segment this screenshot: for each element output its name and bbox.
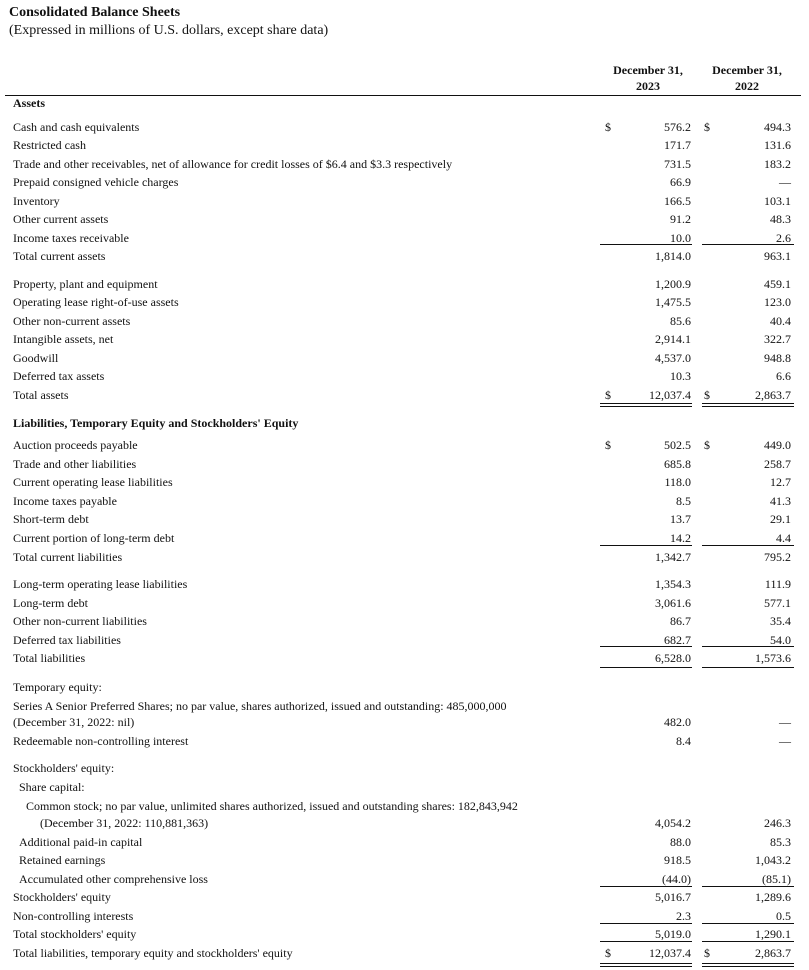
row-label: Deferred tax assets [13, 369, 105, 383]
table-row [0, 455, 809, 473]
value-2023: 171.7 [664, 138, 691, 152]
row-label: Current portion of long-term debt [13, 531, 175, 545]
statement-subtitle: (Expressed in millions of U.S. dollars, except share data) [9, 23, 329, 38]
value-2023: 682.7 [664, 633, 691, 647]
table-row [0, 192, 809, 210]
table-row [0, 94, 809, 112]
column-header-2023-line2: 2023 [636, 79, 660, 93]
value-2022: 29.1 [770, 512, 791, 526]
value-2023: 1,342.7 [655, 550, 691, 564]
column-header-2022-line1: December 31, [712, 63, 782, 77]
table-row [0, 349, 809, 367]
table-row [0, 759, 809, 777]
dollar-sign-2022: $ [704, 120, 710, 134]
total-rule [600, 403, 692, 404]
value-2022: 795.2 [764, 550, 791, 564]
value-2022: — [779, 734, 791, 748]
value-2023: 14.2 [670, 531, 691, 545]
table-row [0, 386, 809, 404]
row-label: (December 31, 2022: 110,881,363) [40, 816, 209, 830]
row-label: Liabilities, Temporary Equity and Stockholders' Equity [13, 416, 299, 430]
total-rule [600, 406, 692, 407]
value-2023: 166.5 [664, 194, 691, 208]
value-2023: 5,019.0 [655, 927, 691, 941]
row-label: Additional paid-in capital [19, 835, 143, 849]
row-label: Trade and other liabilities [13, 457, 137, 471]
value-2022: 103.1 [764, 194, 791, 208]
row-label: Temporary equity: [13, 680, 102, 694]
table-row [0, 293, 809, 311]
value-2022: 1,573.6 [755, 651, 791, 665]
table-row [0, 797, 809, 815]
row-label: Prepaid consigned vehicle charges [13, 175, 179, 189]
value-2023: 13.7 [670, 512, 691, 526]
total-rule [600, 963, 692, 964]
row-label: Total liabilities [13, 651, 86, 665]
total-rule [702, 406, 794, 407]
value-2022: 258.7 [764, 457, 791, 471]
value-2022: 40.4 [770, 314, 791, 328]
row-label: Total assets [13, 388, 69, 402]
value-2023: 10.3 [670, 369, 691, 383]
value-2023: 12,037.4 [649, 388, 691, 402]
row-label: Short-term debt [13, 512, 89, 526]
value-2022: 123.0 [764, 295, 791, 309]
value-2023: 10.0 [670, 231, 691, 245]
row-label: Other current assets [13, 212, 109, 226]
dollar-sign-2023: $ [605, 438, 611, 452]
table-row [0, 732, 809, 750]
value-2023: 8.5 [676, 494, 691, 508]
row-label: Intangible assets, net [13, 332, 114, 346]
row-label: Current operating lease liabilities [13, 475, 173, 489]
table-row [0, 548, 809, 566]
total-rule [600, 244, 692, 245]
value-2022: 1,289.6 [755, 890, 791, 904]
value-2023: 502.5 [664, 438, 691, 452]
table-row [0, 678, 809, 696]
total-rule [600, 941, 692, 942]
table-row [0, 210, 809, 228]
value-2022: 494.3 [764, 120, 791, 134]
value-2023: 8.4 [676, 734, 691, 748]
value-2022: 246.3 [764, 816, 791, 830]
value-2023: (44.0) [662, 872, 691, 886]
table-row [0, 833, 809, 851]
value-2023: 66.9 [670, 175, 691, 189]
value-2023: 91.2 [670, 212, 691, 226]
value-2023: 918.5 [664, 853, 691, 867]
value-2023: 1,475.5 [655, 295, 691, 309]
value-2023: 2,914.1 [655, 332, 691, 346]
column-header-2023 [600, 62, 696, 94]
dollar-sign-2022: $ [704, 946, 710, 960]
row-label: Series A Senior Preferred Shares; no par value, shares authorized, issued and outstanding: 485,000,000 [13, 699, 507, 713]
row-label: Total liabilities, temporary equity and stockholders' equity [13, 946, 293, 960]
table-row [0, 888, 809, 906]
total-rule [702, 963, 794, 964]
row-label: Stockholders' equity: [13, 761, 115, 775]
value-2022: 963.1 [764, 249, 791, 263]
value-2022: 459.1 [764, 277, 791, 291]
total-rule [600, 667, 692, 668]
value-2023: 86.7 [670, 614, 691, 628]
table-row [0, 492, 809, 510]
row-label: Stockholders' equity [13, 890, 111, 904]
row-label: (December 31, 2022: nil) [13, 715, 135, 729]
row-label: Accumulated other comprehensive loss [19, 872, 208, 886]
row-label: Inventory [13, 194, 60, 208]
value-2023: 5,016.7 [655, 890, 691, 904]
value-2022: (85.1) [762, 872, 791, 886]
total-rule [600, 886, 692, 887]
value-2023: 1,814.0 [655, 249, 691, 263]
column-header-2022 [699, 62, 795, 94]
row-label: Redeemable non-controlling interest [13, 734, 189, 748]
table-row [0, 247, 809, 265]
value-2023: 3,061.6 [655, 596, 691, 610]
row-label: Total current assets [13, 249, 106, 263]
row-label: Income taxes receivable [13, 231, 129, 245]
value-2022: 6.6 [776, 369, 791, 383]
dollar-sign-2023: $ [605, 388, 611, 402]
total-rule [702, 923, 794, 924]
value-2022: 948.8 [764, 351, 791, 365]
value-2023: 685.8 [664, 457, 691, 471]
row-label: Non-controlling interests [13, 909, 134, 923]
column-header-2022-line2: 2022 [735, 79, 759, 93]
value-2022: 577.1 [764, 596, 791, 610]
value-2022: 0.5 [776, 909, 791, 923]
row-label: Cash and cash equivalents [13, 120, 140, 134]
row-label: Deferred tax liabilities [13, 633, 121, 647]
total-rule [600, 646, 692, 647]
row-label: Total current liabilities [13, 550, 123, 564]
table-row [0, 330, 809, 348]
table-row [0, 367, 809, 385]
total-rule [702, 941, 794, 942]
value-2022: 183.2 [764, 157, 791, 171]
value-2023: 731.5 [664, 157, 691, 171]
table-row [0, 155, 809, 173]
table-row [0, 473, 809, 491]
value-2022: 54.0 [770, 633, 791, 647]
table-row [0, 778, 809, 796]
value-2022: — [779, 175, 791, 189]
row-label: Total stockholders' equity [13, 927, 137, 941]
row-label: Auction proceeds payable [13, 438, 138, 452]
value-2023: 482.0 [664, 715, 691, 729]
table-row [0, 118, 809, 136]
row-label: Retained earnings [19, 853, 106, 867]
dollar-sign-2022: $ [704, 388, 710, 402]
total-rule [600, 923, 692, 924]
table-row [0, 436, 809, 454]
value-2023: 88.0 [670, 835, 691, 849]
row-label: Trade and other receivables, net of allowance for credit losses of $6.4 and $3.3 respectively [13, 157, 453, 171]
value-2023: 2.3 [676, 909, 691, 923]
total-rule [702, 667, 794, 668]
value-2023: 118.0 [664, 475, 691, 489]
table-row [0, 275, 809, 293]
column-header-2023-line1: December 31, [613, 63, 683, 77]
table-row [0, 649, 809, 667]
row-label: Long-term operating lease liabilities [13, 577, 188, 591]
value-2022: 131.6 [764, 138, 791, 152]
total-rule [702, 886, 794, 887]
dollar-sign-2023: $ [605, 120, 611, 134]
table-row [0, 510, 809, 528]
row-label: Long-term debt [13, 596, 88, 610]
value-2023: 12,037.4 [649, 946, 691, 960]
value-2022: 1,290.1 [755, 927, 791, 941]
value-2023: 4,054.2 [655, 816, 691, 830]
value-2022: 41.3 [770, 494, 791, 508]
table-row [0, 594, 809, 612]
row-label: Restricted cash [13, 138, 86, 152]
table-row [0, 944, 809, 962]
total-rule [702, 545, 794, 546]
row-label: Other non-current assets [13, 314, 131, 328]
table-row [0, 851, 809, 869]
value-2022: 12.7 [770, 475, 791, 489]
value-2022: 2.6 [776, 231, 791, 245]
value-2023: 1,354.3 [655, 577, 691, 591]
value-2022: 4.4 [776, 531, 791, 545]
statement-title: Consolidated Balance Sheets [9, 5, 181, 20]
row-label: Property, plant and equipment [13, 277, 158, 291]
row-label: Share capital: [19, 780, 85, 794]
total-rule [702, 244, 794, 245]
table-row [0, 612, 809, 630]
value-2023: 85.6 [670, 314, 691, 328]
value-2022: 111.9 [764, 577, 791, 591]
value-2022: 1,043.2 [755, 853, 791, 867]
value-2022: 48.3 [770, 212, 791, 226]
row-label: Assets [13, 96, 45, 110]
row-label: Income taxes payable [13, 494, 117, 508]
total-rule [600, 966, 692, 967]
table-row [0, 414, 809, 432]
value-2022: 322.7 [764, 332, 791, 346]
table-row [0, 575, 809, 593]
table-row [0, 713, 809, 731]
dollar-sign-2023: $ [605, 946, 611, 960]
total-rule [702, 966, 794, 967]
table-row [0, 173, 809, 191]
value-2023: 1,200.9 [655, 277, 691, 291]
value-2023: 576.2 [664, 120, 691, 134]
value-2022: 2,863.7 [755, 388, 791, 402]
row-label: Other non-current liabilities [13, 614, 147, 628]
value-2022: 2,863.7 [755, 946, 791, 960]
value-2022: — [779, 715, 791, 729]
value-2023: 4,537.0 [655, 351, 691, 365]
table-row [0, 814, 809, 832]
table-row [0, 136, 809, 154]
table-row [0, 312, 809, 330]
total-rule [600, 545, 692, 546]
value-2022: 85.3 [770, 835, 791, 849]
total-rule [702, 403, 794, 404]
row-label: Common stock; no par value, unlimited shares authorized, issued and outstanding shares: 182,843,942 [26, 799, 518, 813]
row-label: Operating lease right-of-use assets [13, 295, 179, 309]
value-2022: 35.4 [770, 614, 791, 628]
total-rule [702, 646, 794, 647]
row-label: Goodwill [13, 351, 59, 365]
value-2023: 6,528.0 [655, 651, 691, 665]
dollar-sign-2022: $ [704, 438, 710, 452]
value-2022: 449.0 [764, 438, 791, 452]
